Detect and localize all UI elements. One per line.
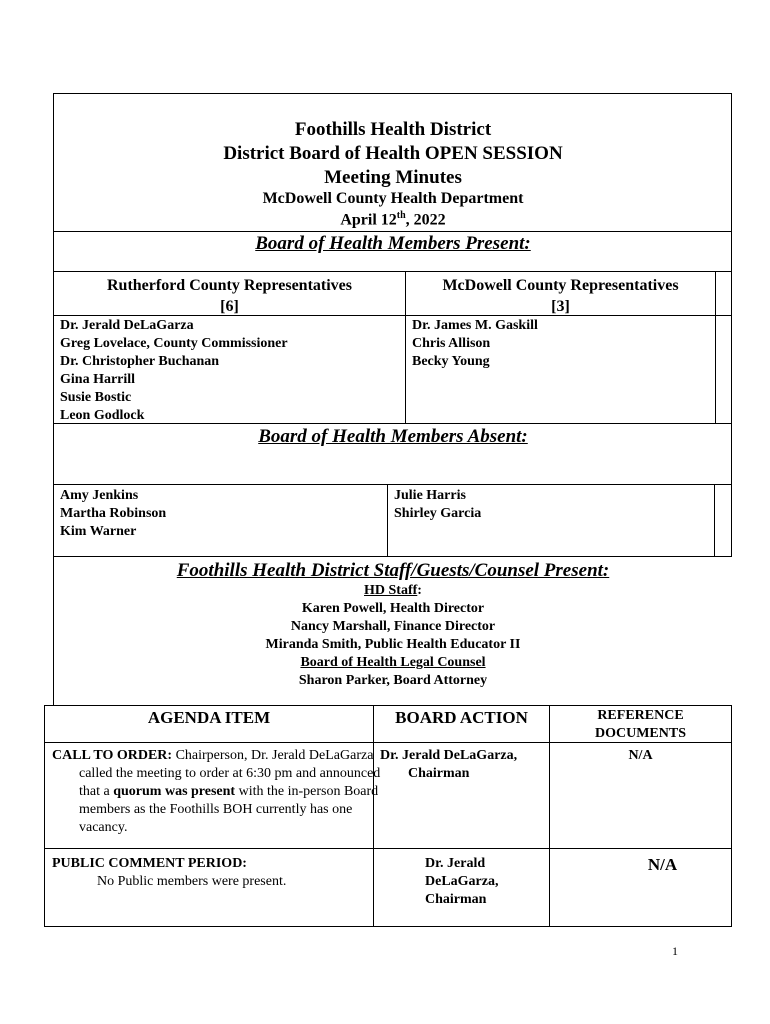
staff-present-title: Foothills Health District Staff/Guests/Counsel Present: (176, 560, 610, 581)
meeting-location: McDowell County Health Department (262, 190, 524, 207)
list-item: Dr. Christopher Buchanan (60, 354, 220, 369)
call-to-order-text: CALL TO ORDER: Chairperson, Dr. Jerald DeLaGarza called the meeting to order at 6:30 pm and announced that a quorum was present with the in-person Board members as the Foothills BOH currently has one vacancy. (52, 748, 381, 835)
hd-staff-label: HD Staff: (364, 583, 422, 598)
list-item: Karen Powell, Health Director (301, 601, 485, 616)
mcdowell-heading: McDowell County Representatives [3] (442, 277, 679, 315)
list-item: Sharon Parker, Board Attorney (298, 673, 488, 688)
staff-list (55, 582, 731, 690)
list-item: Dr. James M. Gaskill (412, 318, 538, 333)
legal-counsel-label: Board of Health Legal Counsel (300, 655, 486, 670)
mcdowell-members-list (412, 317, 538, 371)
list-item: Greg Lovelace, County Commissioner (60, 336, 288, 351)
list-item: Shirley Garcia (394, 506, 482, 521)
page-number: 1 (672, 944, 678, 958)
public-comment-reference: N/A (647, 855, 678, 874)
list-item: Julie Harris (394, 488, 466, 503)
meeting-date: April 12th, 2022 (340, 210, 446, 229)
members-absent-title: Board of Health Members Absent: (258, 426, 528, 447)
agenda-item-header: AGENDA ITEM (147, 708, 271, 727)
list-item: Amy Jenkins (60, 488, 139, 503)
district-name: Foothills Health District (294, 119, 492, 140)
list-item: Susie Bostic (60, 390, 132, 405)
list-item: Dr. Jerald DeLaGarza (60, 318, 194, 333)
list-item: Nancy Marshall, Finance Director (290, 619, 496, 634)
list-item: Leon Godlock (60, 408, 145, 423)
document-type: Meeting Minutes (324, 167, 462, 188)
session-title: District Board of Health OPEN SESSION (223, 143, 563, 164)
list-item: Miranda Smith, Public Health Educator II (265, 637, 521, 652)
list-item: Kim Warner (60, 524, 137, 539)
public-comment-text: PUBLIC COMMENT PERIOD: No Public members were present. (52, 856, 287, 889)
members-present-title: Board of Health Members Present: (255, 233, 531, 254)
absent-left-list (60, 487, 166, 541)
board-action-header: BOARD ACTION (395, 708, 528, 727)
rutherford-members-list (60, 317, 288, 425)
list-item: Martha Robinson (60, 506, 167, 521)
absent-right-list (394, 487, 481, 523)
call-to-order-reference: N/A (628, 748, 653, 763)
list-item: Chris Allison (412, 336, 491, 351)
rutherford-heading: Rutherford County Representatives [6] (106, 277, 352, 315)
list-item: Becky Young (412, 354, 490, 369)
public-comment-action: Dr. Jerald DeLaGarza, Chairman (425, 856, 499, 907)
call-to-order-action: Dr. Jerald DeLaGarza, Chairman (380, 748, 518, 781)
list-item: Gina Harrill (60, 372, 136, 387)
reference-documents-header: REFERENCE DOCUMENTS (594, 708, 686, 741)
